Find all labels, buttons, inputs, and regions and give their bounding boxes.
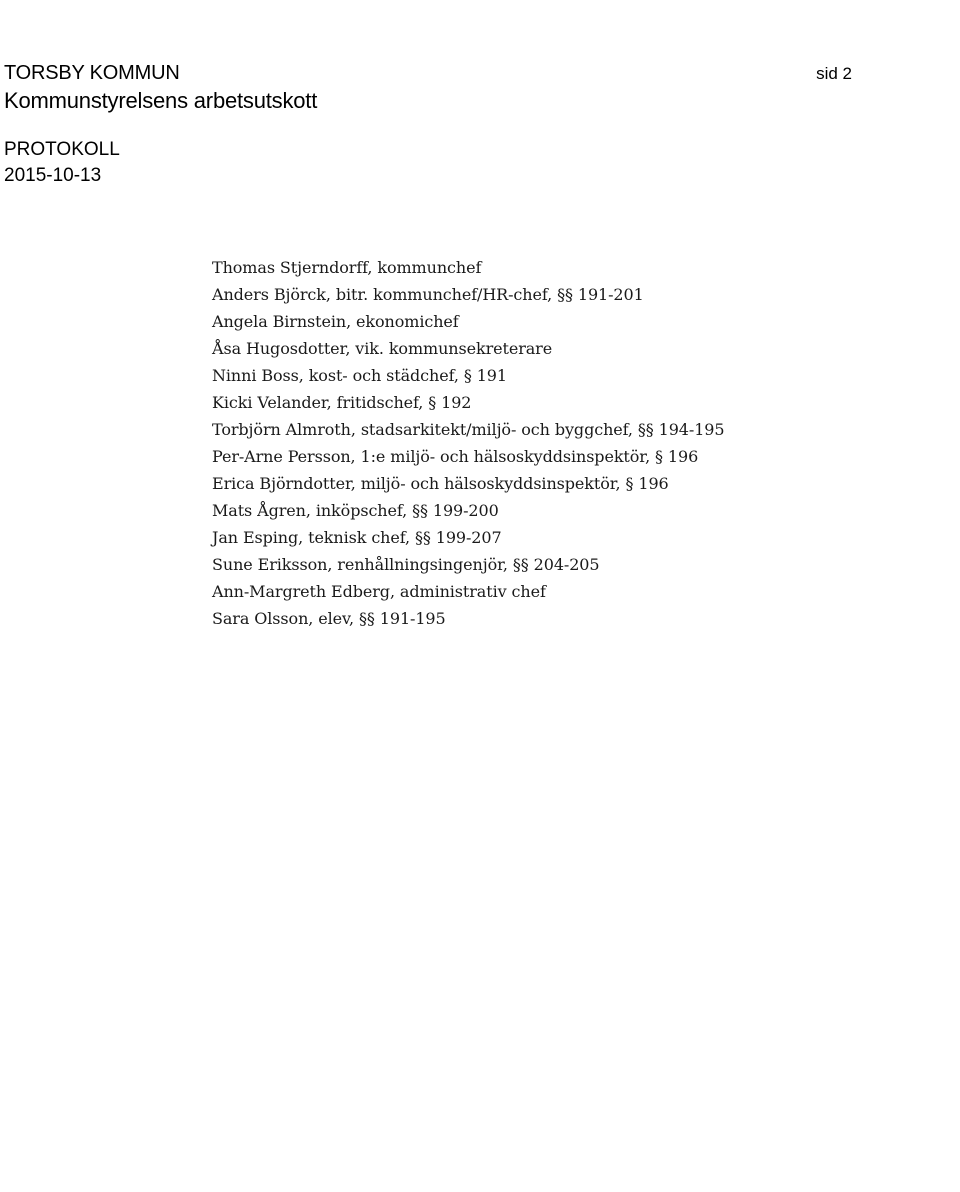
attendee-entry: Torbjörn Almroth, stadsarkitekt/miljö- och byggchef, §§ 194-195 [212,420,725,439]
attendee-entry: Ninni Boss, kost- och städchef, § 191 [212,366,507,385]
attendee-entry: Angela Birnstein, ekonomichef [212,312,459,331]
attendee-entry: Sune Eriksson, renhållningsingenjör, §§ 204-205 [212,555,600,574]
attendee-entry: Åsa Hugosdotter, vik. kommunsekreterare [212,339,553,358]
attendee-entry: Jan Esping, teknisk chef, §§ 199-207 [212,528,502,547]
organization-name: TORSBY KOMMUN [4,62,180,84]
attendee-entry: Per-Arne Persson, 1:e miljö- och hälsoskyddsinspektör, § 196 [212,447,699,466]
document-header [4,60,317,189]
attendee-entry: Thomas Stjerndorff, kommunchef [212,258,482,277]
attendee-entry: Kicki Velander, fritidschef, § 192 [212,393,472,412]
attendee-list [212,254,724,632]
attendee-entry: Anders Björck, bitr. kommunchef/HR-chef, §§ 191-201 [212,285,644,304]
attendee-entry: Ann-Margreth Edberg, administrativ chef [212,582,546,601]
committee-name: Kommunstyrelsens arbetsutskott [4,88,318,113]
page-number: sid 2 [816,64,852,83]
attendee-entry: Erica Björndotter, miljö- och hälsoskyddsinspektör, § 196 [212,474,669,493]
document-date: 2015-10-13 [4,165,102,186]
attendee-entry: Mats Ågren, inköpschef, §§ 199-200 [212,501,499,520]
document-type: PROTOKOLL [4,139,120,160]
attendee-entry: Sara Olsson, elev, §§ 191-195 [212,609,446,628]
